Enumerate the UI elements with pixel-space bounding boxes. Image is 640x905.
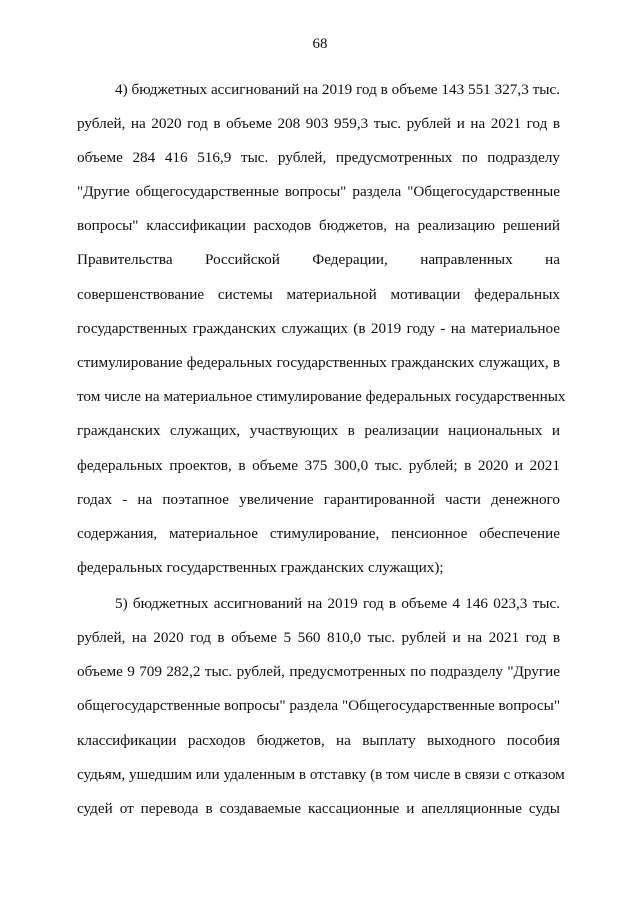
paragraph-4-line-5: вопросы" классификации расходов бюджетов, на реализацию решений: [77, 217, 560, 234]
paragraph-4-line-2: рублей, на 2020 год в объеме 208 903 959,3 тыс. рублей и на 2021 год в: [77, 115, 560, 132]
paragraph-4-line-6: Правительства Российской Федерации, направленных на: [77, 251, 560, 268]
paragraph-5-line-7: судей от перевода в создаваемые кассационные и апелляционные суды: [77, 800, 560, 817]
paragraph-5-line-3: объеме 9 709 282,2 тыс. рублей, предусмотренных по подразделу "Другие: [77, 663, 560, 680]
paragraph-4-line-8: государственных гражданских служащих (в 2019 году - на материальное: [77, 320, 560, 337]
paragraph-4-line-1: 4) бюджетных ассигнований на 2019 год в объеме 143 551 327,3 тыс.: [115, 81, 560, 98]
paragraph-4-line-10: том числе на материальное стимулирование федеральных государственных: [77, 388, 566, 405]
paragraph-4-line-11: гражданских служащих, участвующих в реализации национальных и: [77, 422, 560, 439]
paragraph-4-line-7: совершенствование системы материальной мотивации федеральных: [77, 286, 560, 303]
paragraph-5-line-5: классификации расходов бюджетов, на выплату выходного пособия: [77, 732, 560, 749]
page-number: 68: [312, 36, 328, 52]
paragraph-5-line-6: судьям, ушедшим или удаленным в отставку (в том числе в связи с отказом: [77, 766, 565, 783]
paragraph-5-line-1: 5) бюджетных ассигнований на 2019 год в объеме 4 146 023,3 тыс.: [115, 595, 560, 612]
paragraph-5-line-2: рублей, на 2020 год в объеме 5 560 810,0 тыс. рублей и на 2021 год в: [77, 629, 560, 646]
paragraph-5-line-4: общегосударственные вопросы" раздела "Общегосударственные вопросы": [77, 697, 561, 714]
paragraph-4-line-3: объеме 284 416 516,9 тыс. рублей, предусмотренных по подразделу: [77, 149, 560, 166]
paragraph-4-line-4: "Другие общегосударственные вопросы" раздела "Общегосударственные: [77, 183, 560, 200]
paragraph-4-line-13: годах - на поэтапное увеличение гарантированной части денежного: [77, 491, 560, 508]
paragraph-4-line-9: стимулирование федеральных государственных гражданских служащих, в: [77, 354, 560, 371]
paragraph-4-line-14: содержания, материальное стимулирование, пенсионное обеспечение: [77, 525, 560, 542]
paragraph-4-line-15: федеральных государственных гражданских служащих);: [77, 559, 444, 576]
paragraph-4-line-12: федеральных проектов, в объеме 375 300,0 тыс. рублей; в 2020 и 2021: [77, 457, 560, 474]
